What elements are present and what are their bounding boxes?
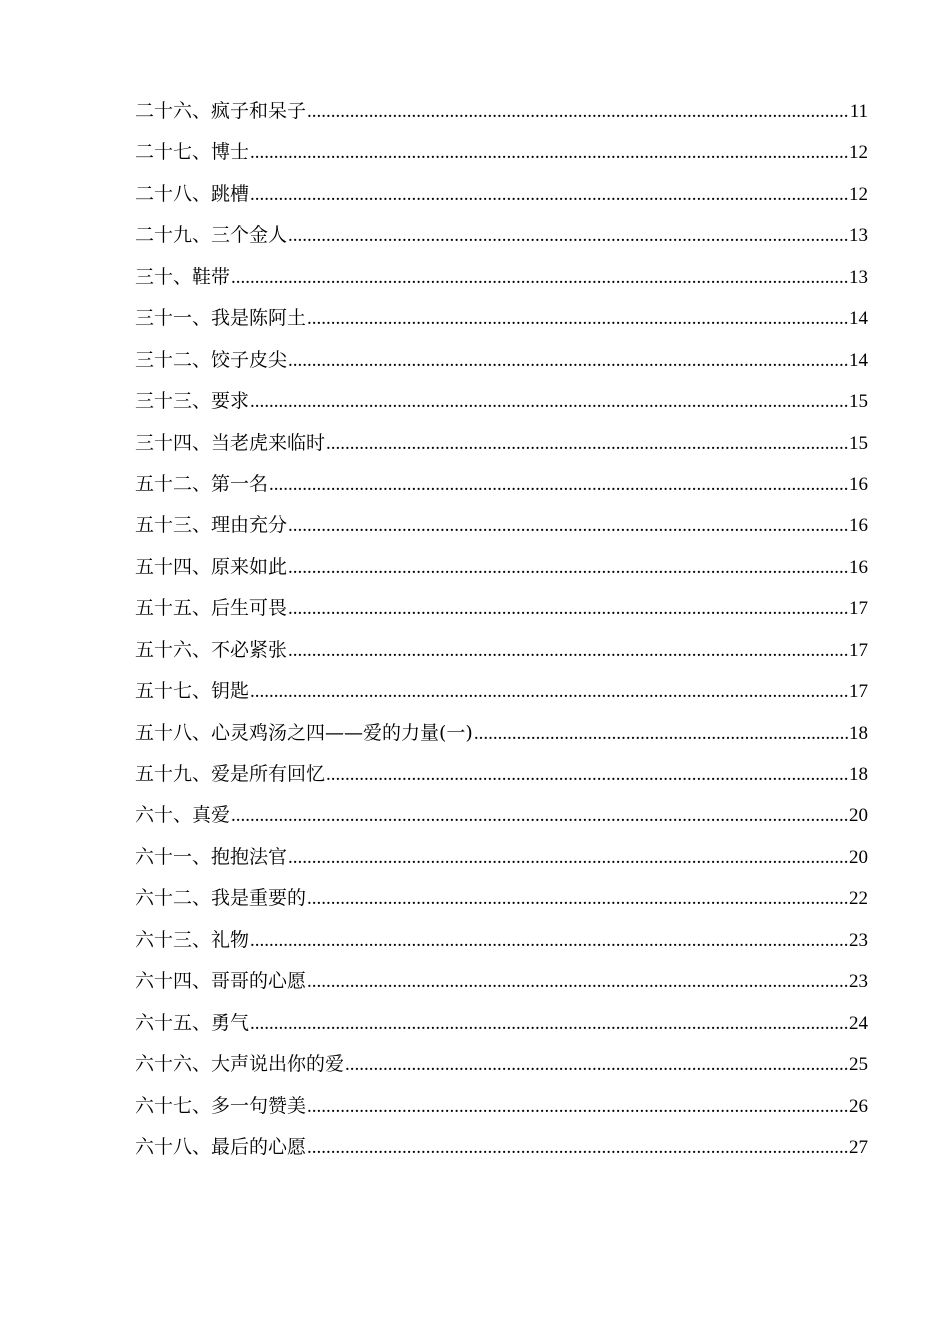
toc-entry-page: 13	[849, 266, 868, 288]
toc-entry[interactable]	[135, 510, 868, 551]
toc-entry[interactable]	[135, 1132, 868, 1173]
toc-entry-title: 三十三、要求	[135, 390, 250, 413]
toc-entry-page: 20	[849, 846, 868, 868]
toc-leader-dots	[250, 1013, 848, 1035]
toc-entry[interactable]	[135, 635, 868, 676]
toc-entry-page: 13	[849, 225, 868, 247]
toc-leader-dots	[250, 184, 848, 206]
toc-entry-title: 六十七、多一句赞美	[135, 1094, 307, 1117]
toc-entry-page: 12	[849, 142, 868, 164]
toc-entry-title: 五十七、钥匙	[135, 680, 250, 703]
toc-leader-dots	[307, 101, 849, 123]
toc-entry[interactable]	[135, 96, 868, 137]
toc-entry-title: 六十五、勇气	[135, 1011, 250, 1034]
toc-entry[interactable]	[135, 303, 868, 344]
toc-entry-page: 25	[849, 1054, 868, 1076]
toc-entry-title: 三十四、当老虎来临时	[135, 431, 326, 454]
toc-entry-title: 二十八、跳槽	[135, 182, 250, 205]
toc-entry-title: 五十五、后生可畏	[135, 597, 288, 620]
toc-entry-page: 23	[849, 971, 868, 993]
toc-entry[interactable]	[135, 428, 868, 469]
toc-entry-title: 六十一、抱抱法官	[135, 845, 288, 868]
toc-leader-dots	[288, 598, 848, 620]
toc-entry-page: 17	[849, 681, 868, 703]
toc-entry-title: 五十八、心灵鸡汤之四——爱的力量(一)	[135, 721, 473, 744]
toc-entry-page: 18	[849, 722, 868, 744]
toc-entry-title: 五十二、第一名	[135, 472, 269, 495]
toc-leader-dots	[474, 723, 848, 745]
toc-entry[interactable]	[135, 842, 868, 883]
toc-entry[interactable]	[135, 179, 868, 220]
toc-entry-title: 五十三、理由充分	[135, 514, 288, 537]
toc-entry[interactable]	[135, 1091, 868, 1132]
toc-entry-page: 27	[849, 1136, 868, 1158]
toc-entry-page: 18	[849, 764, 868, 785]
toc-entry-page: 20	[849, 805, 868, 827]
toc-entry-page: 15	[849, 432, 868, 454]
toc-leader-dots	[326, 764, 848, 786]
toc-entry-title: 五十六、不必紧张	[135, 638, 288, 661]
toc-leader-dots	[250, 681, 848, 703]
toc-leader-dots	[250, 930, 848, 952]
toc-leader-dots	[288, 225, 848, 247]
toc-entry[interactable]	[135, 469, 868, 510]
toc-entry-page: 23	[849, 929, 868, 951]
toc-entry[interactable]	[135, 593, 868, 634]
toc-leader-dots	[307, 888, 848, 910]
toc-leader-dots	[250, 391, 848, 413]
toc-entry-title: 二十七、博士	[135, 141, 250, 164]
toc-leader-dots	[288, 847, 848, 869]
toc-entry-page: 17	[849, 639, 868, 661]
toc-entry-page: 11	[849, 101, 868, 122]
toc-leader-dots	[231, 805, 848, 827]
toc-entry-page: 16	[849, 473, 868, 495]
toc-leader-dots	[326, 433, 848, 455]
toc-entry-page: 17	[849, 598, 868, 620]
toc-entry-title: 二十六、疯子和呆子	[135, 100, 307, 122]
toc-leader-dots	[288, 640, 848, 662]
toc-entry-page: 15	[849, 391, 868, 413]
toc-leader-dots	[269, 474, 848, 496]
toc-entry-title: 六十、真爱	[135, 804, 231, 827]
toc-entry-title: 六十三、礼物	[135, 928, 250, 951]
toc-entry-title: 五十四、原来如此	[135, 555, 288, 578]
toc-leader-dots	[231, 267, 848, 289]
toc-entry[interactable]	[135, 386, 868, 427]
toc-entry-page: 16	[849, 556, 868, 578]
toc-entry[interactable]	[135, 345, 868, 386]
toc-leader-dots	[288, 515, 848, 537]
toc-entry-page: 14	[849, 349, 868, 371]
toc-entry[interactable]	[135, 552, 868, 593]
toc-entry[interactable]	[135, 718, 868, 759]
toc-leader-dots	[250, 142, 848, 164]
toc-entry[interactable]	[135, 137, 868, 178]
toc-leader-dots	[288, 350, 848, 372]
toc-entry[interactable]	[135, 220, 868, 261]
toc-entry-title: 五十九、爱是所有回忆	[135, 763, 326, 785]
toc-entry[interactable]	[135, 1049, 868, 1090]
toc-entry-page: 14	[849, 308, 868, 330]
toc-entry[interactable]	[135, 262, 868, 303]
toc-entry-title: 二十九、三个金人	[135, 224, 288, 247]
toc-leader-dots	[307, 308, 848, 330]
toc-entry-title: 三十二、饺子皮尖	[135, 348, 288, 371]
toc-entry-page: 24	[849, 1012, 868, 1034]
toc-leader-dots	[288, 557, 848, 579]
toc-entry[interactable]	[135, 676, 868, 717]
toc-leader-dots	[345, 1054, 848, 1076]
toc-entry[interactable]	[135, 800, 868, 841]
toc-entry-page: 12	[849, 183, 868, 205]
table-of-contents	[135, 96, 868, 1173]
toc-entry-title: 六十八、最后的心愿	[135, 1135, 307, 1158]
toc-leader-dots	[307, 1137, 848, 1159]
toc-entry-page: 16	[849, 515, 868, 537]
toc-entry-title: 六十四、哥哥的心愿	[135, 970, 307, 993]
toc-entry-title: 六十二、我是重要的	[135, 887, 307, 910]
toc-entry-page: 26	[849, 1095, 868, 1117]
toc-entry-page: 22	[849, 888, 868, 910]
toc-entry[interactable]	[135, 883, 868, 924]
toc-entry[interactable]	[135, 759, 868, 800]
toc-leader-dots	[307, 1096, 848, 1118]
toc-entry[interactable]	[135, 925, 868, 966]
toc-entry[interactable]	[135, 1008, 868, 1049]
toc-entry[interactable]	[135, 966, 868, 1007]
toc-entry-title: 三十、鞋带	[135, 265, 231, 288]
toc-entry-title: 三十一、我是陈阿土	[135, 307, 307, 330]
toc-leader-dots	[307, 971, 848, 993]
toc-entry-title: 六十六、大声说出你的爱	[135, 1053, 345, 1076]
